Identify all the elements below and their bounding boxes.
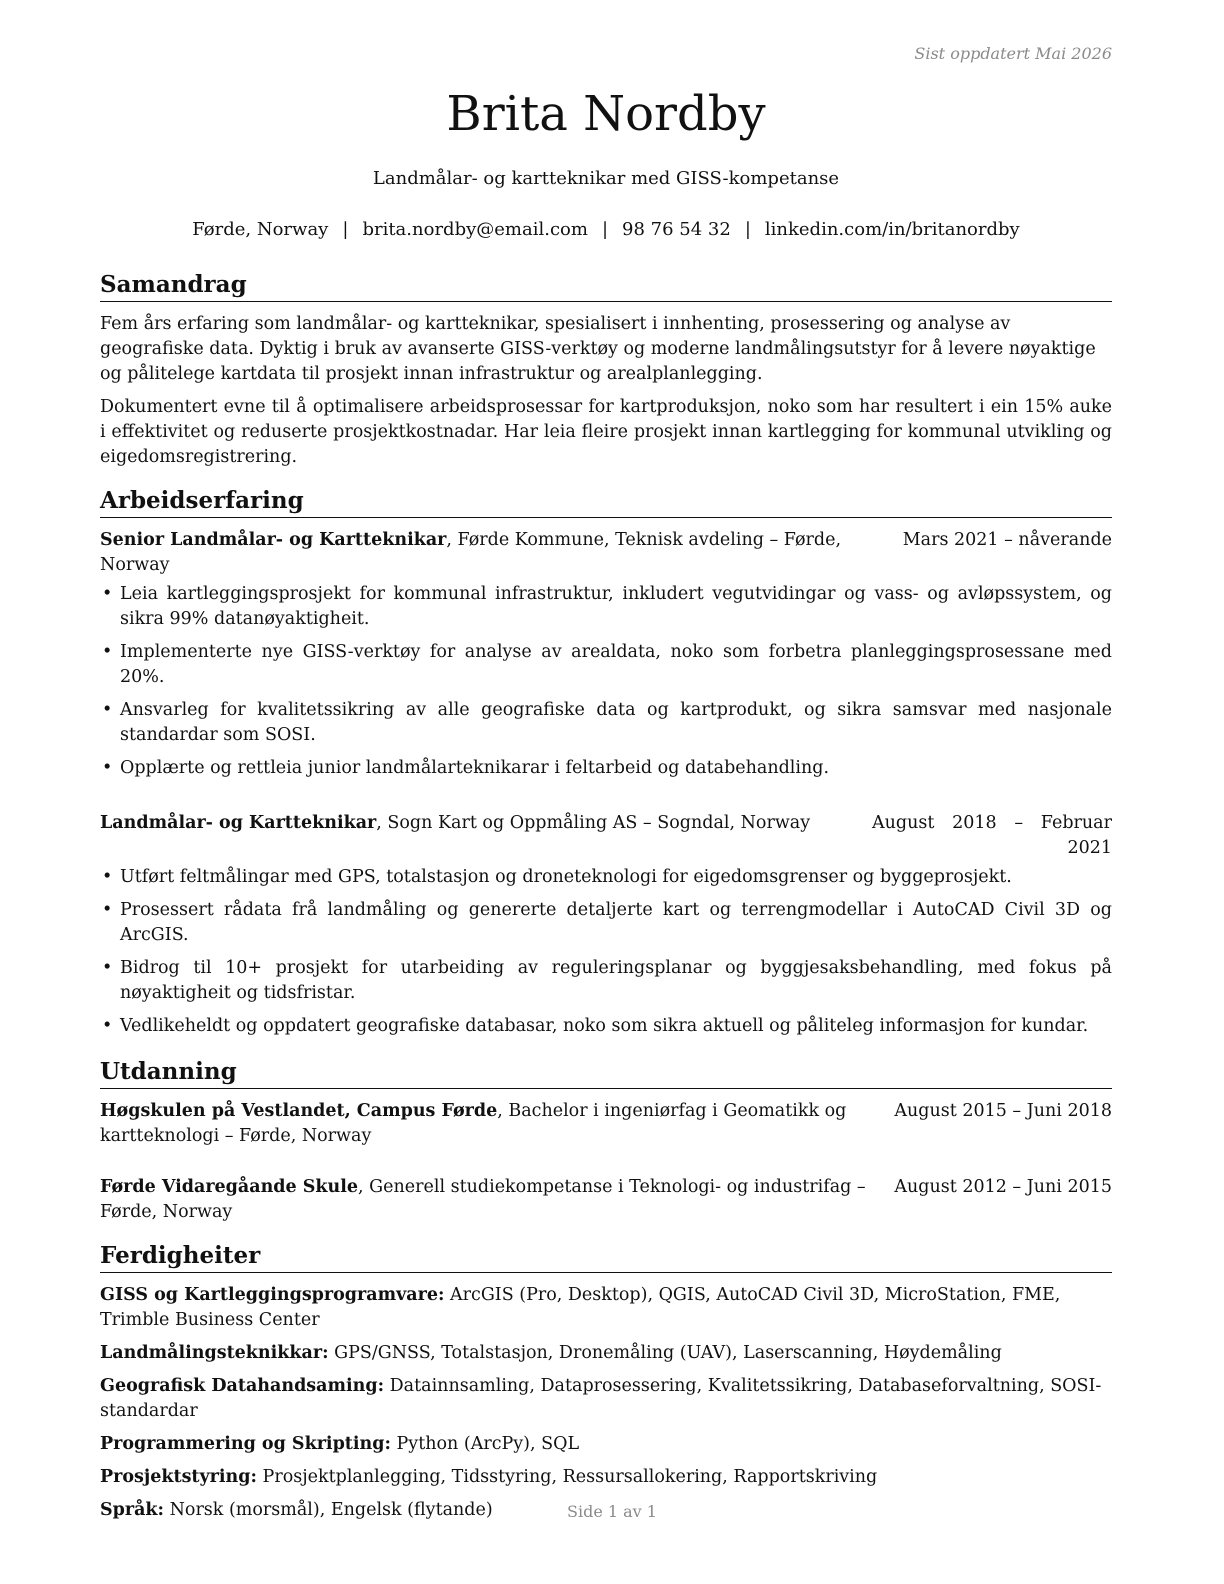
education-dates: August 2015 – Juni 2018 — [894, 1101, 1112, 1121]
experience-section — [100, 486, 1112, 1039]
job-entry — [100, 811, 1112, 1039]
skill-label: Språk: — [100, 1500, 165, 1520]
job-dates: Mars 2021 – nåverande — [902, 530, 1112, 550]
section-heading: Utdanning — [100, 1057, 1112, 1089]
skill-label: GISS og Kartleggingsprogramvare: — [100, 1285, 445, 1305]
skill-value: ArcGIS (Pro, Desktop), QGIS, AutoCAD Civil 3D, MicroStation, FME, Trimble Business Center — [100, 1285, 1061, 1330]
skill-row — [100, 1374, 1112, 1424]
contact-separator: | — [744, 219, 751, 240]
list-item: • Ansvarleg for kvalitetssikring av alle geografiske data og kartprodukt, og sikra samsvar med nasjonale standardar som SOSI. — [100, 698, 1112, 748]
section-heading: Samandrag — [100, 270, 1112, 302]
list-item: • Prosessert rådata frå landmåling og genererte detaljerte kart og terrengmodellar i AutoCAD Civil 3D og ArcGIS. — [100, 898, 1112, 948]
summary-paragraph: Fem års erfaring som landmålar- og kartteknikar, spesialisert i innhenting, prosessering og analyse av geografiske data. Dyktig i bruk av avanserte GISS-verktøy og moderne landmålingsutstyr for å levere nøyaktige og pålitelege kartdata til prosjekt innan infrastruktur og arealplanlegging. — [100, 314, 1096, 384]
education-entry — [100, 1175, 1112, 1225]
education-dates: August 2012 – Juni 2015 — [894, 1177, 1112, 1197]
skill-label: Landmålingsteknikkar: — [100, 1343, 329, 1363]
summary-paragraph: Dokumentert evne til å optimalisere arbeidsprosessar for kartproduksjon, noko som har resultert i ein 15% auke i effektivitet og reduserte prosjektkostnadar. Har leia fleire prosjekt innan kartlegging for kommunal utvikling og eigedomsregistrering. — [100, 397, 1112, 467]
list-item: • Leia kartleggingsprosjekt for kommunal infrastruktur, inkludert vegutvidingar og vass- og avløpssystem, og sikra 99% datanøyaktigheit. — [100, 582, 1112, 632]
contact-email[interactable]: brita.nordby@email.com — [362, 219, 588, 240]
section-heading: Arbeidserfaring — [100, 486, 1112, 518]
education-entry — [100, 1099, 1112, 1149]
skills-section — [100, 1241, 1112, 1523]
job-header — [100, 811, 1112, 861]
summary-section — [100, 270, 1112, 470]
contact-separator: | — [342, 219, 349, 240]
contact-location: Førde, Norway — [192, 219, 329, 240]
list-item: • Implementerte nye GISS-verktøy for analyse av arealdata, noko som forbetra planleggingsprosessane med 20%. — [100, 640, 1112, 690]
candidate-name: Brita Nordby — [446, 86, 766, 142]
candidate-subtitle: Landmålar- og kartteknikar med GISS-kompetanse — [372, 168, 840, 189]
job-header — [100, 528, 1112, 578]
section-heading: Ferdigheiter — [100, 1241, 1112, 1273]
resume-content — [100, 270, 1112, 1539]
page-number: Side 1 av 1 — [567, 1502, 657, 1521]
skill-value: Prosjektplanlegging, Tidsstyring, Ressursallokering, Rapportskriving — [256, 1467, 878, 1487]
skill-value: Datainnsamling, Dataprosessering, Kvalitetssikring, Databaseforvaltning, SOSI-standardar — [100, 1376, 1102, 1421]
skill-value: GPS/GNSS, Totalstasjon, Dronemåling (UAV), Laserscanning, Høydemåling — [328, 1343, 1002, 1363]
job-title: Landmålar- og Kartteknikar — [100, 813, 377, 833]
job-organization: , Førde Kommune, Teknisk avdeling – Førde, Norway — [100, 530, 842, 575]
contact-line — [100, 219, 1112, 240]
education-section — [100, 1057, 1112, 1225]
job-dates: August 2018 – Februar 2021 — [872, 813, 1112, 858]
contact-phone: 98 76 54 32 — [622, 219, 731, 240]
list-item: • Utført feltmålingar med GPS, totalstasjon og droneteknologi for eigedomsgrenser og byggeprosjekt. — [100, 865, 1112, 890]
job-bullets — [100, 582, 1112, 781]
job-bullets — [100, 865, 1112, 1039]
school-name: Førde Vidaregåande Skule — [100, 1177, 359, 1197]
skill-label: Programmering og Skripting: — [100, 1434, 391, 1454]
skill-label: Prosjektstyring: — [100, 1467, 257, 1487]
skill-row — [100, 1283, 1112, 1333]
list-item: • Bidrog til 10+ prosjekt for utarbeiding av reguleringsplanar og byggjesaksbehandling, med fokus på nøyaktigheit og tidsfristar. — [100, 956, 1112, 1006]
job-title: Senior Landmålar- og Kartteknikar — [100, 530, 447, 550]
school-name: Høgskulen på Vestlandet, Campus Førde — [100, 1101, 498, 1121]
education-detail: , Bachelor i ingeniørfag i Geomatikk og kartteknologi – Førde, Norway — [100, 1101, 847, 1146]
list-item: • Vedlikeheldt og oppdatert geografiske databasar, noko som sikra aktuell og påliteleg informasjon for kundar. — [100, 1014, 1112, 1039]
skill-label: Geografisk Datahandsaming: — [100, 1376, 385, 1396]
list-item: • Opplærte og rettleia junior landmålarteknikarar i feltarbeid og databehandling. — [100, 756, 1112, 781]
education-detail: , Generell studiekompetanse i Teknologi- og industrifag – Førde, Norway — [100, 1177, 866, 1222]
contact-linkedin[interactable]: linkedin.com/in/britanordby — [764, 219, 1020, 240]
skill-row — [100, 1341, 1112, 1366]
skill-row — [100, 1465, 1112, 1490]
skill-row — [100, 1432, 1112, 1457]
last-updated: Sist oppdatert Mai 2026 — [914, 44, 1112, 63]
contact-separator: | — [601, 219, 609, 240]
skill-value: Norsk (morsmål), Engelsk (flytande) — [164, 1500, 493, 1520]
job-entry — [100, 528, 1112, 781]
job-organization: , Sogn Kart og Oppmåling AS – Sogndal, Norway — [376, 813, 811, 833]
skill-value: Python (ArcPy), SQL — [390, 1434, 580, 1454]
